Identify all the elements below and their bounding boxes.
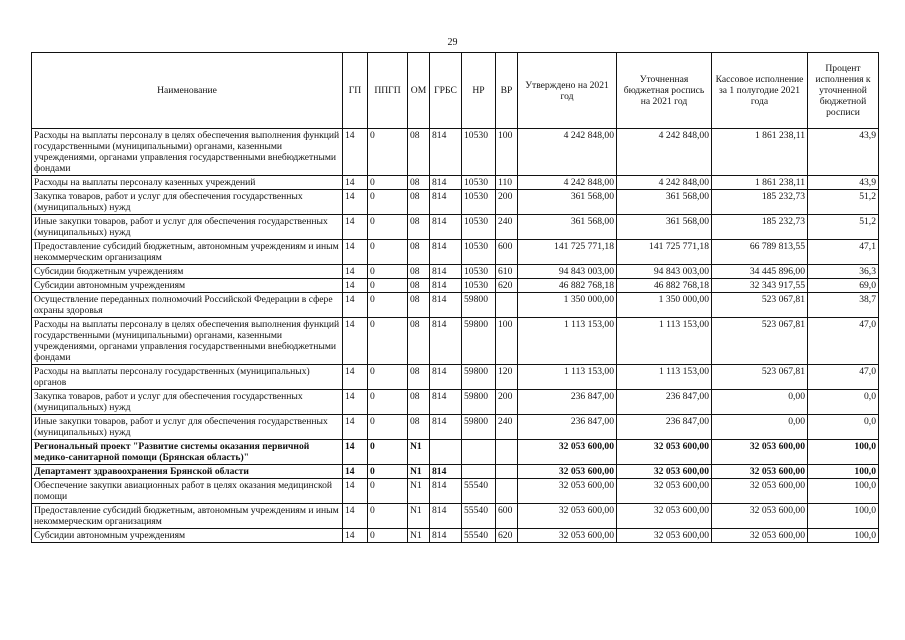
cell-percent: 100,0 [808, 440, 879, 465]
cell-cash: 32 053 600,00 [712, 465, 808, 479]
cell-np: 55540 [462, 479, 496, 504]
cell-cash: 185 232,73 [712, 215, 808, 240]
cell-approved: 32 053 600,00 [518, 440, 617, 465]
cell-name: Иные закупки товаров, работ и услуг для обеспечения государственных (муниципальных) нужд [32, 215, 343, 240]
cell-percent: 38,7 [808, 293, 879, 318]
cell-percent: 47,0 [808, 365, 879, 390]
table-row [32, 215, 879, 240]
table-row [32, 529, 879, 543]
cell-percent: 43,9 [808, 176, 879, 190]
cell-refined: 4 242 848,00 [617, 176, 712, 190]
cell-np: 10530 [462, 129, 496, 176]
cell-percent: 0,0 [808, 415, 879, 440]
cell-np: 59800 [462, 318, 496, 365]
cell-np: 59800 [462, 390, 496, 415]
cell-approved: 361 568,00 [518, 190, 617, 215]
header-gp: ГП [343, 53, 368, 129]
budget-execution-table [31, 52, 879, 543]
cell-name: Обеспечение закупки авиационных работ в целях оказания медицинской помощи [32, 479, 343, 504]
cell-name: Расходы на выплаты персоналу государственных (муниципальных) органов [32, 365, 343, 390]
cell-grbs: 814 [430, 240, 462, 265]
cell-ppgp: 0 [368, 440, 408, 465]
cell-ppgp: 0 [368, 190, 408, 215]
cell-percent: 69,0 [808, 279, 879, 293]
cell-percent: 51,2 [808, 215, 879, 240]
cell-om: 08 [408, 240, 430, 265]
cell-vr: 120 [496, 365, 518, 390]
cell-refined: 32 053 600,00 [617, 504, 712, 529]
cell-om: 08 [408, 293, 430, 318]
cell-percent: 47,0 [808, 318, 879, 365]
cell-grbs: 814 [430, 176, 462, 190]
cell-vr [496, 465, 518, 479]
cell-refined: 236 847,00 [617, 390, 712, 415]
cell-cash: 523 067,81 [712, 293, 808, 318]
cell-name: Предоставление субсидий бюджетным, автономным учреждениям и иным некоммерческим организациям [32, 504, 343, 529]
cell-approved: 236 847,00 [518, 415, 617, 440]
cell-refined: 361 568,00 [617, 190, 712, 215]
cell-np: 10530 [462, 265, 496, 279]
cell-gp: 14 [343, 176, 368, 190]
page-number: 29 [447, 37, 458, 48]
cell-approved: 1 113 153,00 [518, 365, 617, 390]
cell-ppgp: 0 [368, 176, 408, 190]
header-cash: Кассовое исполнение за 1 полугодие 2021 года [712, 53, 808, 129]
cell-gp: 14 [343, 318, 368, 365]
table-row [32, 365, 879, 390]
cell-name: Расходы на выплаты персоналу в целях обеспечения выполнения функций государственными (муниципальными) органами, казенными учреждениями, органами управления государственными внебюджетными фондами [32, 318, 343, 365]
cell-ppgp: 0 [368, 504, 408, 529]
cell-om: N1 [408, 479, 430, 504]
cell-percent: 47,1 [808, 240, 879, 265]
cell-om: N1 [408, 465, 430, 479]
cell-ppgp: 0 [368, 529, 408, 543]
cell-approved: 141 725 771,18 [518, 240, 617, 265]
cell-refined: 32 053 600,00 [617, 479, 712, 504]
cell-name: Предоставление субсидий бюджетным, автономным учреждениям и иным некоммерческим организациям [32, 240, 343, 265]
cell-grbs: 814 [430, 279, 462, 293]
cell-vr [496, 293, 518, 318]
cell-vr: 620 [496, 279, 518, 293]
cell-np: 10530 [462, 240, 496, 265]
cell-cash: 523 067,81 [712, 365, 808, 390]
cell-om: N1 [408, 529, 430, 543]
cell-approved: 236 847,00 [518, 390, 617, 415]
header-om: ОМ [408, 53, 430, 129]
cell-gp: 14 [343, 293, 368, 318]
cell-om: 08 [408, 415, 430, 440]
table-row [32, 293, 879, 318]
cell-cash: 0,00 [712, 415, 808, 440]
cell-gp: 14 [343, 240, 368, 265]
cell-vr: 610 [496, 265, 518, 279]
cell-cash: 185 232,73 [712, 190, 808, 215]
cell-approved: 361 568,00 [518, 215, 617, 240]
cell-cash: 32 053 600,00 [712, 504, 808, 529]
cell-refined: 361 568,00 [617, 215, 712, 240]
cell-name: Региональный проект "Развитие системы оказания первичной медико-санитарной помощи (Брянская область)" [32, 440, 343, 465]
cell-name: Субсидии автономным учреждениям [32, 529, 343, 543]
table-row [32, 318, 879, 365]
table-row [32, 240, 879, 265]
cell-om: 08 [408, 390, 430, 415]
cell-grbs: 814 [430, 293, 462, 318]
table-row [32, 265, 879, 279]
cell-grbs: 814 [430, 215, 462, 240]
cell-refined: 4 242 848,00 [617, 129, 712, 176]
header-approved: Утверждено на 2021 год [518, 53, 617, 129]
cell-refined: 32 053 600,00 [617, 529, 712, 543]
cell-gp: 14 [343, 504, 368, 529]
cell-grbs: 814 [430, 390, 462, 415]
cell-refined: 1 113 153,00 [617, 318, 712, 365]
cell-approved: 32 053 600,00 [518, 504, 617, 529]
cell-om: 08 [408, 365, 430, 390]
cell-percent: 36,3 [808, 265, 879, 279]
cell-ppgp: 0 [368, 265, 408, 279]
cell-gp: 14 [343, 365, 368, 390]
header-ppgp: ППГП [368, 53, 408, 129]
cell-grbs: 814 [430, 265, 462, 279]
cell-ppgp: 0 [368, 129, 408, 176]
cell-ppgp: 0 [368, 479, 408, 504]
cell-percent: 43,9 [808, 129, 879, 176]
cell-vr: 110 [496, 176, 518, 190]
cell-percent: 100,0 [808, 479, 879, 504]
cell-cash: 1 861 238,11 [712, 176, 808, 190]
cell-cash: 32 343 917,55 [712, 279, 808, 293]
cell-gp: 14 [343, 529, 368, 543]
cell-vr: 240 [496, 415, 518, 440]
cell-np: 55540 [462, 504, 496, 529]
table-row [32, 176, 879, 190]
cell-np: 10530 [462, 190, 496, 215]
cell-grbs: 814 [430, 529, 462, 543]
cell-om: 08 [408, 176, 430, 190]
cell-vr: 240 [496, 215, 518, 240]
cell-ppgp: 0 [368, 390, 408, 415]
cell-gp: 14 [343, 465, 368, 479]
cell-gp: 14 [343, 440, 368, 465]
cell-ppgp: 0 [368, 240, 408, 265]
cell-approved: 1 113 153,00 [518, 318, 617, 365]
cell-gp: 14 [343, 415, 368, 440]
cell-grbs [430, 440, 462, 465]
cell-ppgp: 0 [368, 215, 408, 240]
cell-gp: 14 [343, 390, 368, 415]
cell-cash: 0,00 [712, 390, 808, 415]
cell-grbs: 814 [430, 504, 462, 529]
cell-om: 08 [408, 318, 430, 365]
cell-ppgp: 0 [368, 318, 408, 365]
cell-approved: 94 843 003,00 [518, 265, 617, 279]
cell-gp: 14 [343, 279, 368, 293]
cell-om: 08 [408, 129, 430, 176]
cell-np: 10530 [462, 215, 496, 240]
table-row [32, 504, 879, 529]
cell-vr [496, 440, 518, 465]
cell-grbs: 814 [430, 365, 462, 390]
table-row [32, 390, 879, 415]
cell-percent: 51,2 [808, 190, 879, 215]
cell-percent: 100,0 [808, 465, 879, 479]
cell-approved: 4 242 848,00 [518, 129, 617, 176]
cell-vr: 100 [496, 129, 518, 176]
cell-name: Расходы на выплаты персоналу казенных учреждений [32, 176, 343, 190]
cell-percent: 0,0 [808, 390, 879, 415]
cell-refined: 32 053 600,00 [617, 440, 712, 465]
cell-percent: 100,0 [808, 529, 879, 543]
table-row [32, 465, 879, 479]
cell-approved: 32 053 600,00 [518, 479, 617, 504]
header-refined: Уточненная бюджетная роспись на 2021 год [617, 53, 712, 129]
cell-vr: 100 [496, 318, 518, 365]
cell-ppgp: 0 [368, 465, 408, 479]
cell-om: N1 [408, 504, 430, 529]
cell-gp: 14 [343, 215, 368, 240]
cell-gp: 14 [343, 129, 368, 176]
cell-ppgp: 0 [368, 293, 408, 318]
cell-refined: 94 843 003,00 [617, 265, 712, 279]
cell-ppgp: 0 [368, 415, 408, 440]
cell-refined: 32 053 600,00 [617, 465, 712, 479]
cell-refined: 141 725 771,18 [617, 240, 712, 265]
cell-cash: 523 067,81 [712, 318, 808, 365]
table-row [32, 129, 879, 176]
header-percent: Процент исполнения к уточненной бюджетной росписи [808, 53, 879, 129]
cell-vr: 600 [496, 240, 518, 265]
cell-name: Расходы на выплаты персоналу в целях обеспечения выполнения функций государственными (муниципальными) органами, казенными учреждениями, органами управления государственными внебюджетными фондами [32, 129, 343, 176]
table-row [32, 440, 879, 465]
cell-vr: 620 [496, 529, 518, 543]
cell-name: Закупка товаров, работ и услуг для обеспечения государственных (муниципальных) нужд [32, 390, 343, 415]
table-row [32, 479, 879, 504]
cell-om: 08 [408, 190, 430, 215]
cell-vr: 200 [496, 390, 518, 415]
header-row [32, 53, 879, 129]
cell-name: Закупка товаров, работ и услуг для обеспечения государственных (муниципальных) нужд [32, 190, 343, 215]
cell-ppgp: 0 [368, 365, 408, 390]
cell-cash: 32 053 600,00 [712, 440, 808, 465]
cell-grbs: 814 [430, 415, 462, 440]
cell-refined: 46 882 768,18 [617, 279, 712, 293]
table-row [32, 279, 879, 293]
cell-name: Субсидии бюджетным учреждениям [32, 265, 343, 279]
cell-grbs: 814 [430, 190, 462, 215]
cell-approved: 4 242 848,00 [518, 176, 617, 190]
cell-om: N1 [408, 440, 430, 465]
header-np: НР [462, 53, 496, 129]
cell-name: Департамент здравоохранения Брянской области [32, 465, 343, 479]
cell-approved: 32 053 600,00 [518, 529, 617, 543]
cell-approved: 32 053 600,00 [518, 465, 617, 479]
cell-np: 55540 [462, 529, 496, 543]
table-row [32, 190, 879, 215]
cell-cash: 32 053 600,00 [712, 529, 808, 543]
table-row [32, 415, 879, 440]
cell-np [462, 465, 496, 479]
cell-gp: 14 [343, 479, 368, 504]
cell-cash: 66 789 813,55 [712, 240, 808, 265]
cell-name: Иные закупки товаров, работ и услуг для обеспечения государственных (муниципальных) нужд [32, 415, 343, 440]
cell-np: 59800 [462, 293, 496, 318]
cell-refined: 1 350 000,00 [617, 293, 712, 318]
cell-approved: 1 350 000,00 [518, 293, 617, 318]
cell-name: Субсидии автономным учреждениям [32, 279, 343, 293]
header-name: Наименование [32, 53, 343, 129]
cell-np: 10530 [462, 176, 496, 190]
cell-refined: 1 113 153,00 [617, 365, 712, 390]
cell-cash: 1 861 238,11 [712, 129, 808, 176]
cell-grbs: 814 [430, 318, 462, 365]
cell-grbs: 814 [430, 129, 462, 176]
cell-np: 59800 [462, 365, 496, 390]
cell-cash: 32 053 600,00 [712, 479, 808, 504]
cell-grbs: 814 [430, 465, 462, 479]
header-vr: ВР [496, 53, 518, 129]
cell-percent: 100,0 [808, 504, 879, 529]
cell-vr [496, 479, 518, 504]
cell-cash: 34 445 896,00 [712, 265, 808, 279]
cell-approved: 46 882 768,18 [518, 279, 617, 293]
cell-ppgp: 0 [368, 279, 408, 293]
cell-np: 59800 [462, 415, 496, 440]
cell-np: 10530 [462, 279, 496, 293]
cell-gp: 14 [343, 190, 368, 215]
cell-om: 08 [408, 279, 430, 293]
header-grbs: ГРБС [430, 53, 462, 129]
table-body [32, 129, 879, 543]
cell-om: 08 [408, 265, 430, 279]
cell-refined: 236 847,00 [617, 415, 712, 440]
cell-np [462, 440, 496, 465]
cell-gp: 14 [343, 265, 368, 279]
cell-name: Осуществление переданных полномочий Российской Федерации в сфере охраны здоровья [32, 293, 343, 318]
cell-om: 08 [408, 215, 430, 240]
cell-vr: 200 [496, 190, 518, 215]
cell-grbs: 814 [430, 479, 462, 504]
cell-vr: 600 [496, 504, 518, 529]
